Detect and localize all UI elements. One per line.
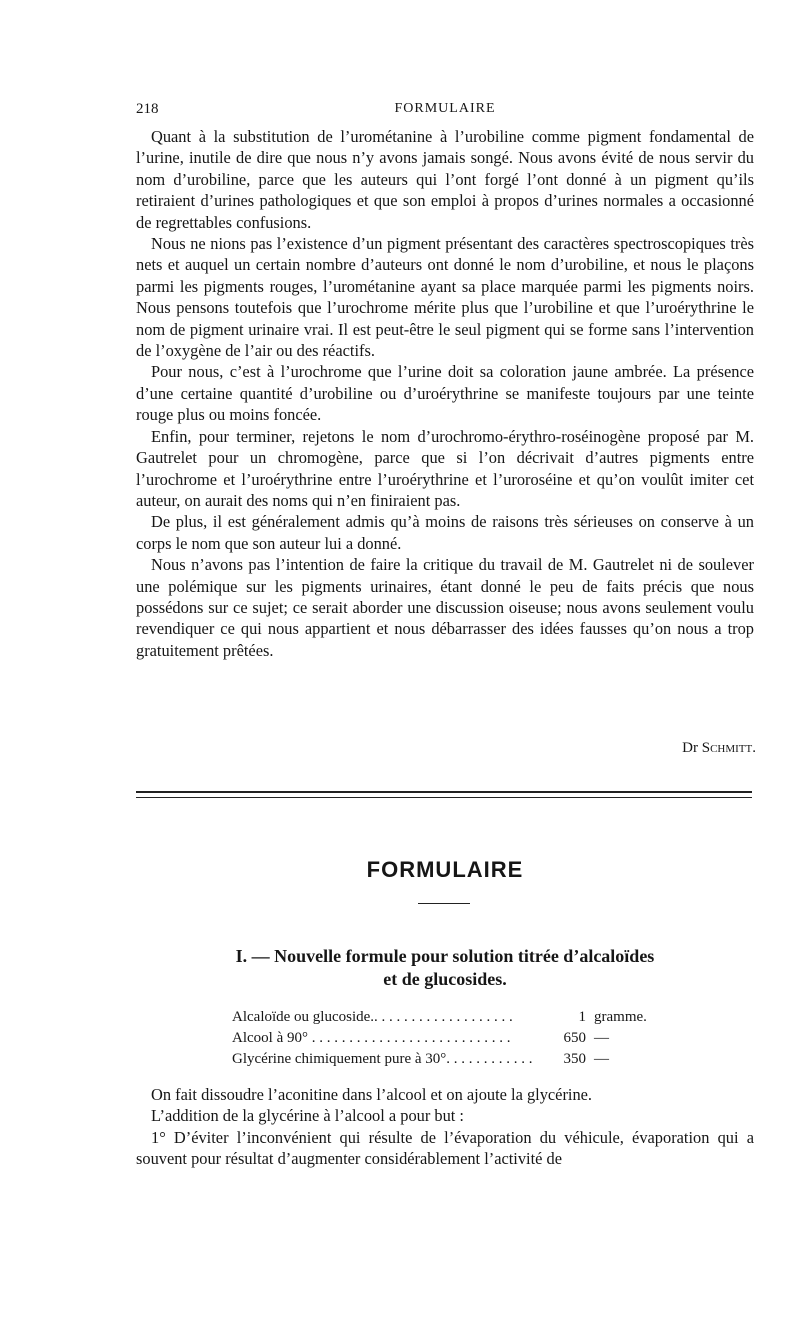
section-divider — [136, 797, 752, 798]
formula-list — [232, 1007, 672, 1070]
paragraph: Quant à la substitution de l’urométanine à l’urobiline comme pigment fondamental de l’urine, inutile de dire que nous n’y avons jamais songé. Nous avons évité de nous servir du nom d’urobiline, parce que les auteurs qui l’ont forgé l’ont donné à un pigment qu’ils retiraient d’urines pathologiques et que son emploi à propos d’urines normales a occasionné de regrettables confusions. — [136, 127, 754, 232]
section-divider — [136, 791, 752, 793]
paragraph: Pour nous, c’est à l’urochrome que l’urine doit sa coloration jaune ambrée. La présence d’une certaine quantité d’urobiline ou d’uroérythrine se manifeste toujours par une teinte rouge plus ou moins foncée. — [136, 362, 754, 425]
paragraph: Nous ne nions pas l’existence d’un pigment présentant des caractères spectroscopiques très nets et auquel un certain nombre d’auteurs ont donné le nom d’urobiline, et nous le plaçons parmi les pigments rouges, l’urométanine ayant sa place marquée parmi les pigments noirs. Nous pensons toutefois que l’urochrome mérite plus que l’urobiline et que l’uroérythrine le nom de pigment urinaire vrai. Il est peut-être le seul pigment qui se forme sans l’intervention de l’oxygène de l’air ou des réactifs. — [136, 234, 754, 361]
paragraph: Nous n’avons pas l’intention de faire la critique du travail de M. Gautrelet ni de soulever une polémique sur les pigments urinaires, étant donné le peu de faits précis que nous possédons sur ce sujet; ce serait aborder une discussion oiseuse; nous avons seulement voulu revendiquer ce qui nous appartient et nous débarrasser des idées fausses qu’on nous a trop gratuitement prêtées. — [136, 555, 754, 660]
formula-notes — [136, 1084, 754, 1170]
signature-name: Schmitt. — [701, 740, 756, 756]
title-underline — [418, 903, 470, 904]
formula-quantity: 1 — [578, 1009, 586, 1025]
formula-ingredient: Glycérine chimiquement pure à 30°. . . . . . . . . . . . — [232, 1051, 533, 1067]
subheading — [136, 945, 754, 991]
article-body — [136, 126, 754, 661]
formula-unit: gramme. — [594, 1009, 647, 1025]
formula-unit: — — [594, 1030, 609, 1046]
running-title: FORMULAIRE — [394, 101, 496, 116]
paragraph: Enfin, pour terminer, rejetons le nom d’urochromo-érythro-roséinogène proposé par M. Gautrelet pour un chromogène, parce que si l’on décrivait d’autres pigments entre l’urochrome et l’uroérythrine entre l’uroérythrine et l’uroroséine et qu’on voulût imiter cet auteur, on aurait des noms qui n’en finiraient pas. — [136, 426, 754, 510]
author-signature — [136, 740, 756, 757]
formula-ingredient: Alcaloïde ou glucoside.. . . . . . . . . . . . . . . . . . . — [232, 1009, 513, 1025]
formula-quantity: 650 — [563, 1030, 586, 1046]
subheading-line: et de glucosides. — [383, 969, 507, 989]
formula-ingredient: Alcool à 90° . . . . . . . . . . . . . . . . . . . . . . . . . . . — [232, 1030, 511, 1046]
formula-row — [232, 1028, 672, 1049]
paragraph: L’addition de la glycérine à l’alcool a pour but : — [151, 1106, 464, 1126]
page-number: 218 — [136, 101, 159, 117]
formula-row — [232, 1007, 672, 1028]
paragraph: 1° D’éviter l’inconvénient qui résulte de l’évaporation du véhicule, évaporation qui a souvent pour résultat d’augmenter considérablement l’activité de — [136, 1127, 754, 1169]
section-title: FORMULAIRE — [366, 857, 524, 882]
paragraph: On fait dissoudre l’aconitine dans l’alcool et on ajoute la glycérine. — [151, 1085, 593, 1104]
subheading-line: I. — Nouvelle formule pour solution titrée d’alcaloïdes — [235, 946, 655, 966]
signature-title: Dr — [682, 740, 698, 756]
formula-quantity: 350 — [563, 1051, 586, 1067]
formula-unit: — — [594, 1051, 609, 1067]
running-head — [136, 101, 754, 123]
formula-row — [232, 1049, 672, 1070]
paragraph: De plus, il est généralement admis qu’à moins de raisons très sérieuses on conserve à un corps le nom que son auteur lui a donné. — [136, 512, 754, 553]
